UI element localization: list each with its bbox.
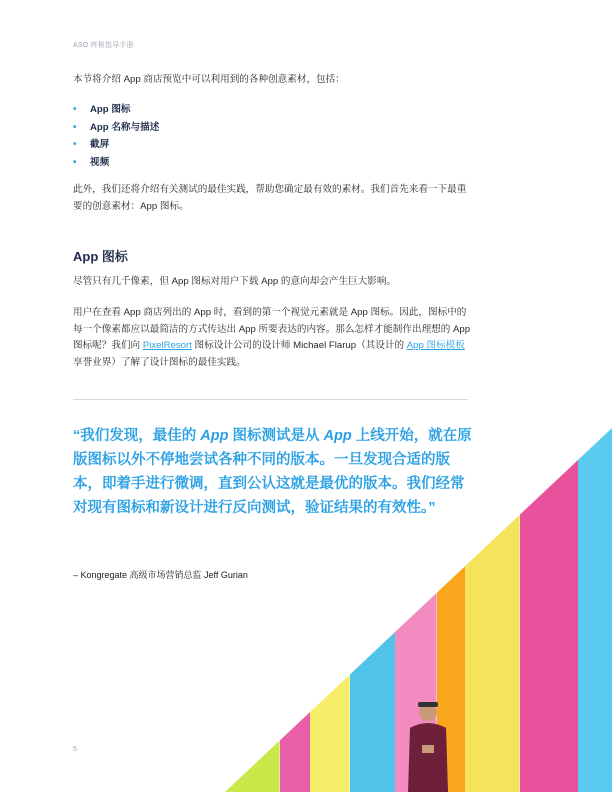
quote-attribution: – Kongregate 高级市场营销总监 Jeff Gurian [73, 570, 248, 580]
pull-quote: “我们发现，最佳的 App 图标测试是从 App 上线开始，就在原版图标以外不停地尝试各种不同的版本。一旦发现合适的版本，即着手进行微调，直到公认这就是最优的版本。我们经常对现有图标和新设计进行反向测试，验证结果的有效性。” [73, 428, 472, 516]
bullet-icon: • [73, 139, 77, 150]
icon-template-link[interactable]: App 图标模板 [406, 340, 465, 351]
asset-list [73, 101, 159, 171]
paragraph-testing: 此外，我们还将介绍有关测试的最佳实践，帮助您确定最有效的素材。我们首先来看一下最重要的创意素材：App 图标。 [73, 184, 467, 212]
running-header: ASO 终极指导手册 [73, 42, 134, 49]
section-heading: App 图标 [73, 249, 128, 264]
bullet-icon: • [73, 104, 77, 115]
divider [73, 399, 468, 400]
list-item: • App 名称与描述 [73, 119, 159, 137]
list-item: • 截屏 [73, 136, 159, 154]
pixelresort-link[interactable]: PixelResort [142, 340, 192, 351]
list-item: • 视频 [73, 154, 159, 172]
list-item: • App 图标 [73, 101, 159, 119]
page-number: 5 [73, 746, 77, 753]
intro-text: 本节将介绍 App 商店预览中可以利用到的各种创意素材，包括： [73, 74, 345, 85]
bullet-icon: • [73, 121, 77, 133]
paragraph-design: 用户在查看 App 商店列出的 App 时，看到的第一个视觉元素就是 App 图标。因此，图标中的每一个像素都应以最简洁的方式传达出 App 所要表达的内容。那么怎样才能制作出理想的 App 图标呢？我们向 PixelResort 图标设计公司的设计师 Michael Flarup（其设计的 App 图标模板享誉业界）了解了设计图标的最佳实践。 [73, 307, 471, 368]
bullet-icon: • [73, 156, 77, 168]
paragraph-impact: 尽管只有几千像素，但 App 图标对用户下载 App 的意向却会产生巨大影响。 [73, 276, 397, 287]
